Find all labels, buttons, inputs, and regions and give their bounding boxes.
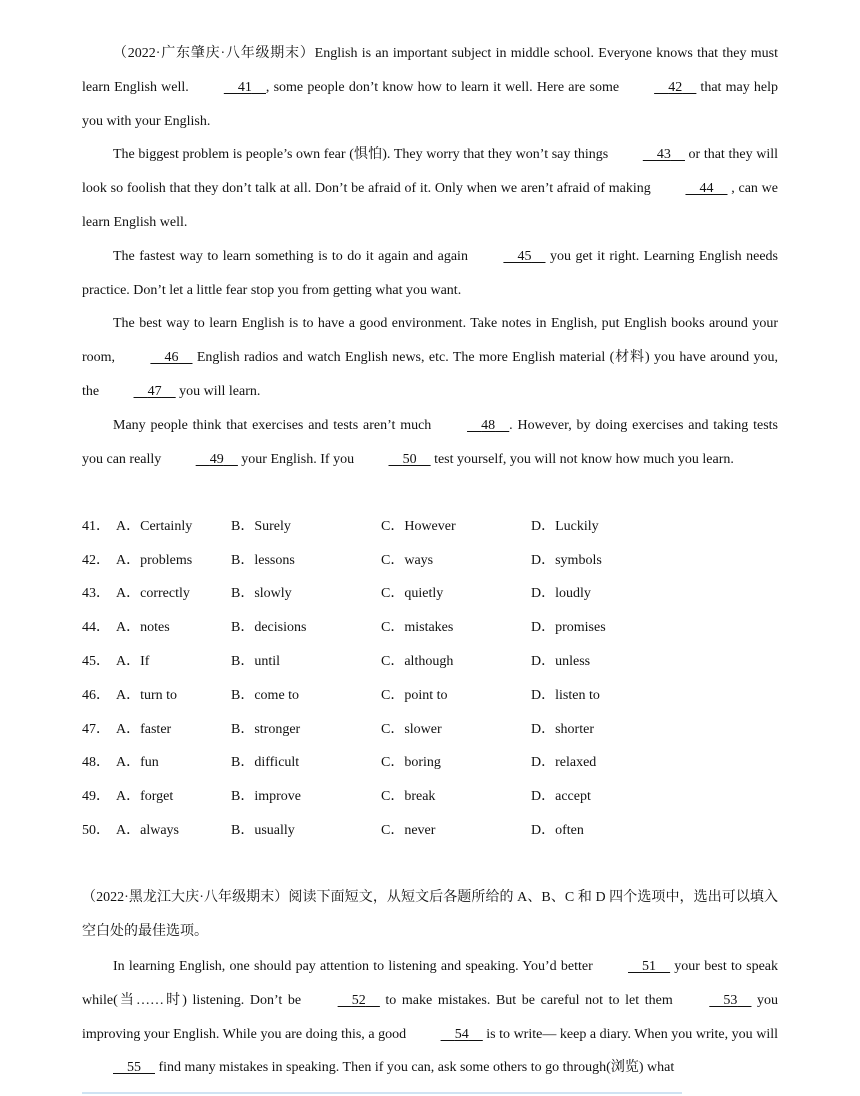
blank-48: 48	[481, 418, 496, 433]
text: In learning English, one should pay attention to listening and speaking. You’d better	[113, 959, 598, 974]
passage1-paragraph-1	[82, 37, 778, 138]
page-bottom-divider	[82, 1092, 682, 1094]
text: Many people think that exercises and tests aren’t much	[113, 418, 437, 433]
question-number: 45．	[82, 654, 110, 669]
option-d: D．promises	[531, 620, 606, 635]
options-row-46	[82, 684, 782, 708]
passage1-paragraph-2	[82, 138, 778, 239]
options-row-42	[82, 549, 782, 573]
text: you improving your English. While you are doing this, a good	[82, 992, 779, 1042]
option-c: C．although	[381, 654, 454, 669]
text: to make mistakes. But be careful not to let them	[379, 992, 679, 1008]
blank-47: 47	[147, 383, 162, 399]
option-b: B．improve	[231, 789, 301, 804]
option-b: B．slowly	[231, 586, 292, 601]
blank-54: 54	[454, 1026, 469, 1042]
question-number: 44．	[82, 620, 110, 635]
question-number: 48．	[82, 755, 110, 770]
option-c: C．ways	[381, 553, 434, 568]
option-c: C．slower	[381, 722, 442, 737]
option-d: D．symbols	[531, 553, 602, 568]
option-a: A．faster	[116, 722, 172, 737]
text: The best way to learn English is to have a good environment. Take notes in English, put English books around your room,	[82, 316, 778, 365]
option-a: A．If	[116, 654, 150, 669]
option-b: B．difficult	[231, 755, 300, 770]
option-c: C．point to	[381, 688, 448, 703]
options-row-49	[82, 785, 782, 809]
options-row-48	[82, 751, 782, 775]
text: English radios and watch English news, etc. The more English material (材料) you have around you, the	[82, 349, 778, 399]
question-number: 50．	[82, 823, 110, 838]
option-b: B．lessons	[231, 553, 295, 568]
option-d: D．unless	[531, 654, 591, 669]
text: （2022·广东肇庆·八年级期末）English is an important subject in middle school. Everyone knows that they must learn English well.	[82, 46, 778, 95]
text: The fastest way to learn something is to do it again and again	[113, 249, 473, 264]
option-c: C．boring	[381, 755, 441, 770]
question-number: 46．	[82, 688, 110, 703]
option-a: A．problems	[116, 553, 193, 568]
blank-41: 41	[237, 79, 252, 95]
option-c: C．break	[381, 789, 436, 804]
text: or that they will look so foolish that they don’t talk at all. Don’t be afraid of it. Only when we aren’t afraid of making	[82, 147, 778, 196]
text: . However, by doing exercises and taking tests you can really	[82, 418, 778, 467]
text: , some people don’t know how to learn it well. Here are some	[265, 79, 624, 95]
option-a: A．turn to	[116, 688, 178, 703]
text: your English. If you	[237, 451, 358, 467]
option-c: C．mistakes	[381, 620, 454, 635]
option-c: C．never	[381, 823, 436, 838]
option-b: B．Surely	[231, 519, 291, 534]
question-number: 47．	[82, 722, 110, 737]
option-d: D．Luckily	[531, 519, 599, 534]
text: The biggest problem is people’s own fear (惧怕). They worry that they won’t say things	[113, 147, 612, 162]
passage1-paragraph-4	[82, 307, 778, 408]
option-c: C．However	[381, 519, 456, 534]
option-b: B．stronger	[231, 722, 301, 737]
blank-51: 51	[642, 959, 657, 974]
blank-44: 44	[699, 180, 714, 196]
text: test yourself, you will not know how much you learn.	[430, 451, 734, 467]
question-number: 42．	[82, 553, 110, 568]
text: is to write— keep a diary. When you write, you will	[482, 1026, 778, 1042]
options-row-41	[82, 515, 782, 539]
passage2-paragraph-1	[82, 950, 778, 1085]
blank-53: 53	[723, 992, 738, 1008]
question-number: 49．	[82, 789, 110, 804]
option-c: C．quietly	[381, 586, 444, 601]
option-a: A．forget	[116, 789, 174, 804]
option-b: B．come to	[231, 688, 300, 703]
option-a: A．fun	[116, 755, 159, 770]
option-b: B．usually	[231, 823, 295, 838]
option-d: D．relaxed	[531, 755, 597, 770]
passage1-paragraph-5	[82, 409, 778, 477]
options-row-45	[82, 650, 782, 674]
option-d: D．listen to	[531, 688, 600, 703]
option-a: A．correctly	[116, 586, 190, 601]
option-b: B．decisions	[231, 620, 307, 635]
blank-42: 42	[668, 79, 683, 95]
option-d: D．loudly	[531, 586, 591, 601]
question-number: 43．	[82, 586, 110, 601]
blank-50: 50	[402, 451, 417, 467]
blank-49: 49	[209, 451, 224, 467]
options-row-43	[82, 582, 782, 606]
blank-46: 46	[164, 349, 179, 365]
option-d: D．shorter	[531, 722, 594, 737]
text: , can we learn English well.	[82, 180, 778, 230]
text: you will learn.	[175, 383, 261, 399]
option-a: A．always	[116, 823, 179, 838]
blank-45: 45	[517, 249, 532, 264]
option-a: A．notes	[116, 620, 170, 635]
passage2-intro: （2022·黑龙江大庆·八年级期末）阅读下面短文，从短文后各题所给的 A、B、C 和 D 四个选项中，选出可以填入空白处的最佳选项。	[82, 890, 778, 939]
text: your best to speak while(当……时) listening. Don’t be	[82, 959, 779, 1008]
option-a: A．Certainly	[116, 519, 193, 534]
blank-52: 52	[351, 992, 366, 1008]
text: that may help you with your English.	[82, 79, 778, 129]
options-row-47	[82, 718, 782, 742]
options-row-50	[82, 819, 782, 843]
question-number: 41．	[82, 519, 110, 534]
text: find many mistakes in speaking. Then if you can, ask some others to go through(浏览) what	[155, 1060, 675, 1076]
options-row-44	[82, 616, 782, 640]
blank-43: 43	[656, 147, 671, 162]
blank-55: 55	[127, 1060, 141, 1076]
passage1-paragraph-3	[82, 240, 778, 308]
option-b: B．until	[231, 654, 281, 669]
text: you get it right. Learning English needs practice. Don’t let a little fear stop you from getting what you want.	[82, 249, 778, 298]
option-d: D．often	[531, 823, 584, 838]
option-d: D．accept	[531, 789, 591, 804]
